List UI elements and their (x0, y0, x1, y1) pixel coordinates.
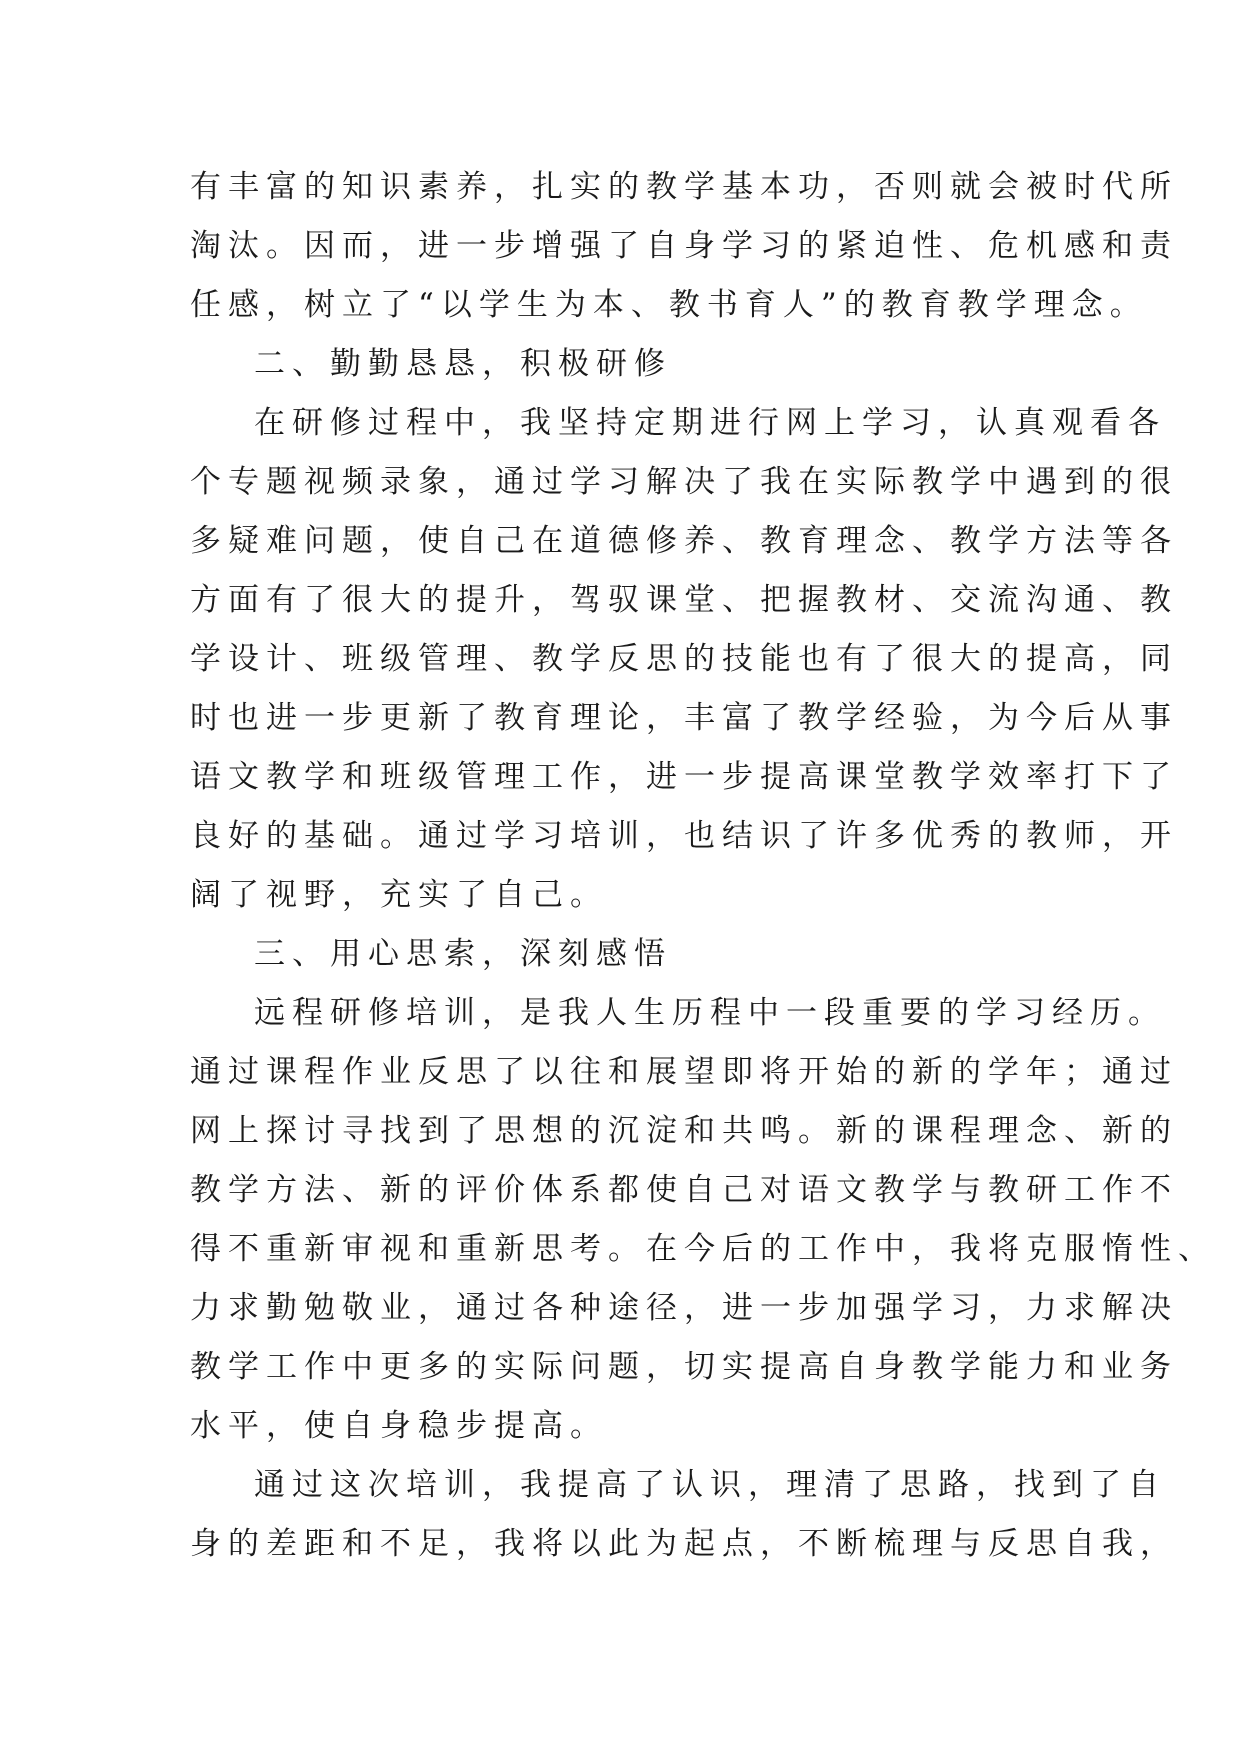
text-line: 阔了视野，充实了自己。 (190, 877, 608, 913)
text-line: 任感，树立了“以学生为本、教书育人”的教育教学理念。 (190, 287, 1148, 323)
text-line: 多疑难问题，使自己在道德修养、教育理念、教学方法等各 (190, 523, 1178, 559)
text-line: 教学方法、新的评价体系都使自己对语文教学与教研工作不 (190, 1172, 1178, 1208)
text-line: 身的差距和不足，我将以此为起点，不断梳理与反思自我， (190, 1526, 1178, 1562)
text-line: 二、勤勤恳恳，积极研修 (254, 346, 672, 382)
text-line: 良好的基础。通过学习培训，也结识了许多优秀的教师，开 (190, 818, 1178, 854)
text-line: 在研修过程中，我坚持定期进行网上学习，认真观看各 (254, 405, 1166, 441)
text-line: 三、用心思索，深刻感悟 (254, 936, 672, 972)
text-line: 方面有了很大的提升，驾驭课堂、把握教材、交流沟通、教 (190, 582, 1178, 618)
text-line: 网上探讨寻找到了思想的沉淀和共鸣。新的课程理念、新的 (190, 1113, 1178, 1149)
text-line: 通过课程作业反思了以往和展望即将开始的新的学年；通过 (190, 1054, 1178, 1090)
document-body (190, 158, 1216, 1574)
text-line: 语文教学和班级管理工作，进一步提高课堂教学效率打下了 (190, 759, 1178, 795)
text-line: 得不重新审视和重新思考。在今后的工作中，我将克服惰性、 (190, 1231, 1216, 1267)
text-line: 淘汰。因而，进一步增强了自身学习的紧迫性、危机感和责 (190, 228, 1178, 264)
text-line: 有丰富的知识素养，扎实的教学基本功，否则就会被时代所 (190, 169, 1178, 205)
text-line: 教学工作中更多的实际问题，切实提高自身教学能力和业务 (190, 1349, 1178, 1385)
text-line: 学设计、班级管理、教学反思的技能也有了很大的提高，同 (190, 641, 1178, 677)
text-line: 个专题视频录象，通过学习解决了我在实际教学中遇到的很 (190, 464, 1178, 500)
text-line: 时也进一步更新了教育理论，丰富了教学经验，为今后从事 (190, 700, 1178, 736)
text-line: 远程研修培训，是我人生历程中一段重要的学习经历。 (254, 995, 1166, 1031)
text-line: 水平，使自身稳步提高。 (190, 1408, 608, 1444)
text-line: 通过这次培训，我提高了认识，理清了思路，找到了自 (254, 1467, 1166, 1503)
text-line: 力求勤勉敬业，通过各种途径，进一步加强学习，力求解决 (190, 1290, 1178, 1326)
